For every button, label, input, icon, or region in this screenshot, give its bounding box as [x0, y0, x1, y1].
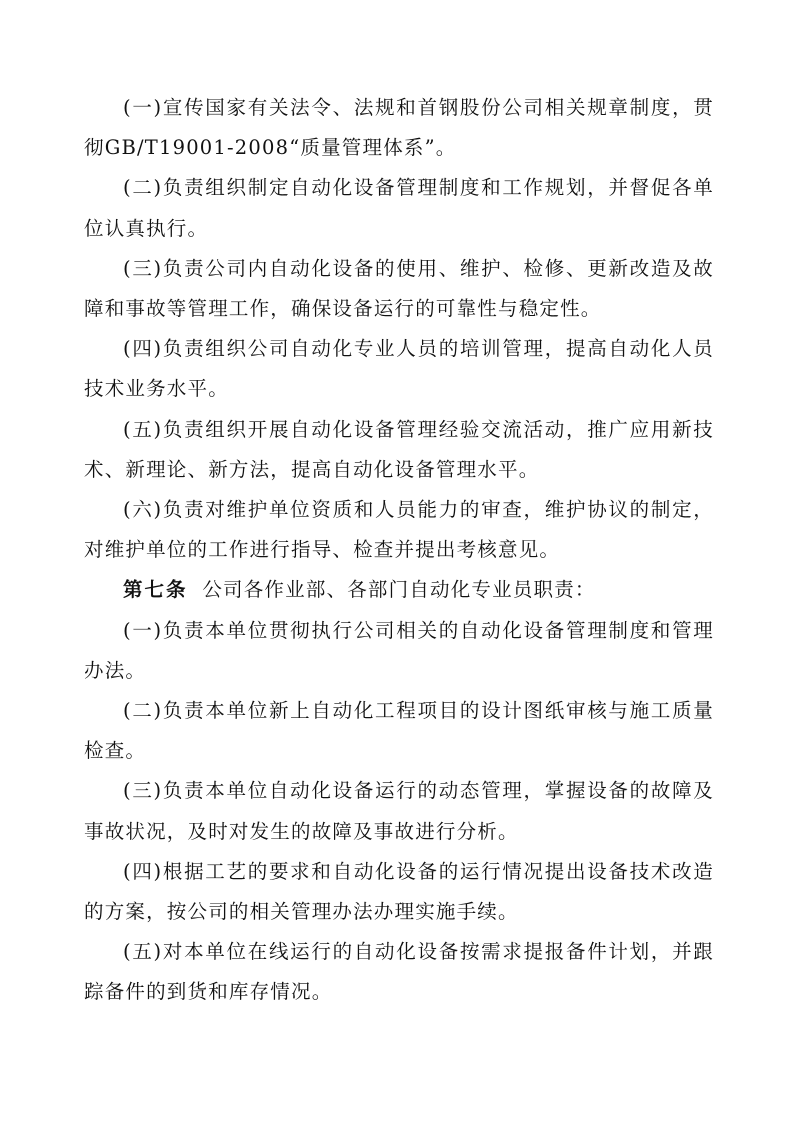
paragraph-staff-duty-1: (一)负责本单位贯彻执行公司相关的自动化设备管理制度和管理办法。: [84, 618, 715, 682]
paragraph-duty-4: (四)负责组织公司自动化专业人员的培训管理，提高自动化人员技术业务水平。: [84, 337, 715, 401]
document-body: [84, 88, 714, 1013]
paragraph-staff-duty-3: (三)负责本单位自动化设备运行的动态管理，掌握设备的故障及事故状况，及时对发生的故障及事故进行分析。: [84, 779, 715, 843]
paragraph-duty-5: (五)负责组织开展自动化设备管理经验交流活动，推广应用新技术、新理论、新方法，提高自动化设备管理水平。: [84, 417, 715, 481]
article-seven-heading: [84, 570, 714, 610]
paragraph-duty-2: (二)负责组织制定自动化设备管理制度和工作规划，并督促各单位认真执行。: [84, 176, 715, 240]
paragraph-duty-3: (三)负责公司内自动化设备的使用、维护、检修、更新改造及故障和事故等管理工作，确保设备运行的可靠性与稳定性。: [84, 256, 715, 321]
paragraph-staff-duty-4: (四)根据工艺的要求和自动化设备的运行情况提出设备技术改造的方案，按公司的相关管理办法办理实施手续。: [84, 859, 715, 924]
paragraph-staff-duty-5: (五)对本单位在线运行的自动化设备按需求提报备件计划，并跟踪备件的到货和库存情况。: [84, 940, 715, 1004]
article-number: 第七条: [123, 578, 188, 602]
paragraph-staff-duty-2: (二)负责本单位新上自动化工程项目的设计图纸审核与施工质量检查。: [84, 699, 715, 763]
paragraph-duty-6: (六)负责对维护单位资质和人员能力的审查，维护协议的制定，对维护单位的工作进行指导、检查并提出考核意见。: [84, 498, 715, 562]
article-text: 公司各作业部、各部门自动化专业员职责：: [202, 578, 596, 602]
paragraph-duty-1: (一)宣传国家有关法令、法规和首钢股份公司相关规章制度，贯彻GB/T19001-2008“质量管理体系”。: [84, 96, 715, 160]
